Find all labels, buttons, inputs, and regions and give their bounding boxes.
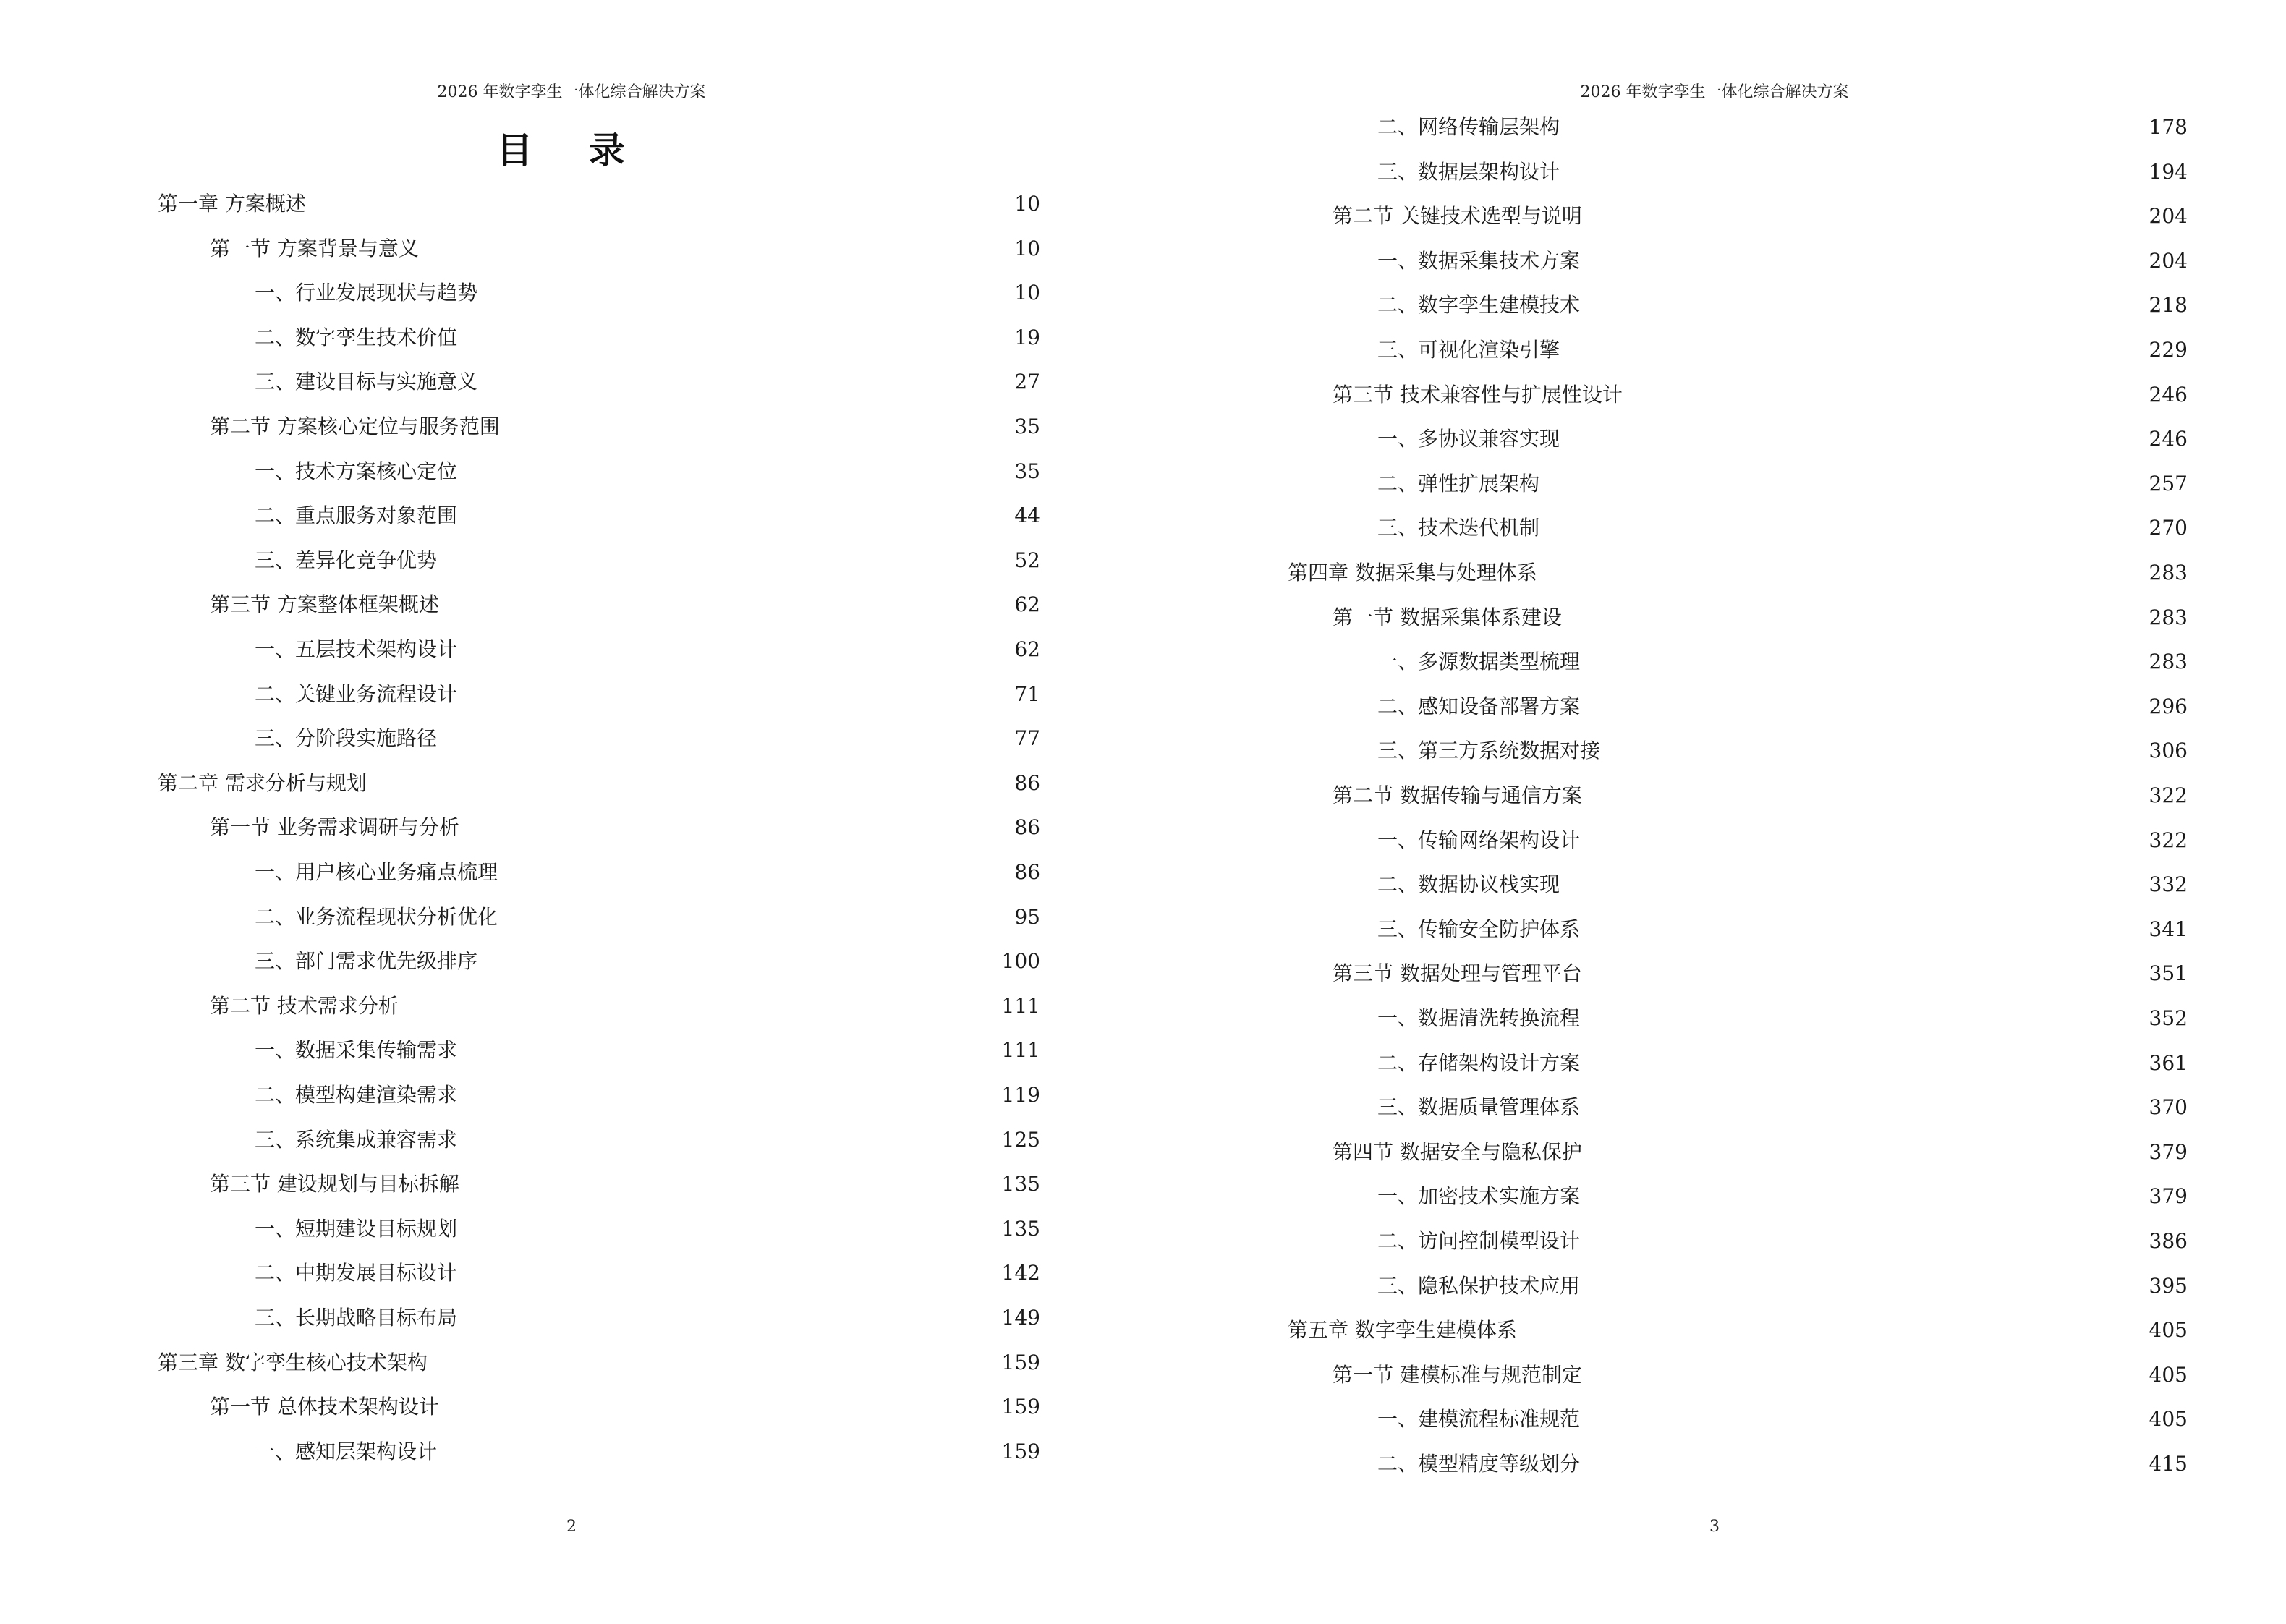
toc-entry-page: 332: [2149, 872, 2188, 897]
toc-entry-page: 257: [2149, 471, 2188, 496]
toc-entry-label: 三、建设目标与实施意义: [255, 370, 478, 394]
toc-entry-page: 194: [2149, 159, 2188, 184]
toc-entry-page: 246: [2149, 382, 2188, 407]
toc-entry-label: 三、差异化竞争优势: [255, 548, 438, 572]
toc-entry[interactable]: [255, 457, 1040, 486]
dot-leader: [1586, 1138, 2141, 1167]
dot-leader: [1605, 736, 2141, 765]
toc-entry-label: 一、技术方案核心定位: [255, 459, 458, 483]
toc-entry-label: 三、传输安全防护体系: [1377, 917, 1581, 941]
dot-leader: [1584, 1227, 2141, 1256]
toc-entry-page: 35: [1014, 459, 1040, 483]
toc-entry-label: 一、行业发展现状与趋势: [255, 281, 478, 305]
toc-entry-page: 270: [2149, 516, 2188, 540]
toc-entry-page: 178: [2149, 115, 2188, 139]
dot-leader: [1584, 647, 2141, 676]
toc-entry-label: 一、多协议兼容实现: [1377, 427, 1560, 451]
toc-entry-label: 二、数字孪生技术价值: [255, 325, 458, 349]
toc-entry-label: 二、中期发展目标设计: [255, 1261, 458, 1285]
dot-leader: [443, 1393, 993, 1421]
toc-entry-label: 第五章 数字孪生建模体系: [1288, 1318, 1517, 1343]
toc-entry-page: 379: [2149, 1184, 2188, 1209]
toc-entry-label: 一、用户核心业务痛点梳理: [255, 860, 498, 884]
toc-entry-label: 第二节 关键技术选型与说明: [1333, 204, 1582, 229]
toc-entry-label: 二、业务流程现状分析优化: [255, 904, 498, 929]
toc-entry-label: 三、系统集成兼容需求: [255, 1127, 458, 1152]
toc-entry-page: 283: [2149, 561, 2188, 584]
toc-entry[interactable]: [210, 992, 1040, 1021]
dot-leader: [462, 1126, 993, 1155]
dot-leader: [482, 279, 1006, 307]
toc-entry-label: 三、数据质量管理体系: [1377, 1095, 1581, 1120]
toc-entry[interactable]: [255, 546, 1040, 575]
toc-entry[interactable]: [1288, 1316, 2188, 1345]
toc-entry-label: 二、存储架构设计方案: [1377, 1050, 1581, 1075]
toc-entry-page: 405: [2149, 1362, 2188, 1387]
dot-leader: [1564, 425, 2141, 454]
dot-leader: [441, 1437, 993, 1466]
toc-entry-page: 142: [1001, 1261, 1040, 1285]
toc-entry-page: 10: [1014, 236, 1040, 260]
toc-entry[interactable]: [1377, 1182, 2188, 1211]
dot-leader: [1521, 1316, 2141, 1345]
dot-leader: [1542, 558, 2141, 587]
toc-entry-page: 159: [1001, 1439, 1040, 1463]
toc-entry-label: 第三节 方案整体框架概述: [210, 592, 439, 617]
dot-leader: [1564, 113, 2141, 142]
toc-entry-page: 10: [1014, 281, 1040, 305]
toc-entry[interactable]: [255, 367, 1040, 396]
toc-entry-page: 386: [2149, 1229, 2188, 1253]
dot-leader: [1584, 692, 2141, 721]
toc-entry-page: 361: [2149, 1050, 2188, 1075]
right-page: [1143, 0, 2286, 1624]
toc-entry-page: 111: [1001, 993, 1040, 1018]
toc-entry-page: 296: [2149, 694, 2188, 718]
toc-entry[interactable]: [210, 590, 1040, 619]
toc-entry-label: 一、数据清洗转换流程: [1377, 1006, 1581, 1030]
toc-entry-page: 52: [1014, 548, 1040, 572]
toc-entry-label: 一、五层技术架构设计: [255, 637, 458, 661]
dot-leader: [462, 501, 1006, 530]
toc-entry[interactable]: [255, 1437, 1040, 1466]
toc-entry-page: 10: [1014, 192, 1040, 216]
toc-entry-page: 283: [2149, 605, 2188, 629]
toc-entry-page: 395: [2149, 1273, 2188, 1298]
dot-leader: [1586, 959, 2141, 988]
dot-leader: [464, 1170, 993, 1199]
toc-entry[interactable]: [210, 1393, 1040, 1421]
dot-leader: [1566, 603, 2141, 632]
dot-leader: [462, 1259, 993, 1288]
dot-leader: [1627, 381, 2141, 409]
toc-entry-page: 218: [2149, 293, 2188, 318]
toc-entry-page: 405: [2149, 1407, 2188, 1432]
toc-title: 目 录: [496, 129, 647, 171]
toc-entry[interactable]: [1377, 113, 2188, 142]
toc-entry-label: 二、访问控制模型设计: [1377, 1229, 1581, 1253]
dot-leader: [462, 635, 1006, 664]
dot-leader: [502, 903, 1006, 932]
toc-entry[interactable]: [255, 724, 1040, 753]
toc-entry-page: 204: [2149, 204, 2188, 229]
dot-leader: [462, 1215, 993, 1243]
toc-entry-label: 第一节 业务需求调研与分析: [210, 815, 459, 840]
toc-entry-label: 第二节 数据传输与通信方案: [1333, 783, 1582, 807]
toc-entry[interactable]: [1377, 1272, 2188, 1301]
toc-entry-page: 35: [1014, 414, 1040, 438]
dot-leader: [1584, 915, 2141, 944]
dot-leader: [441, 724, 1006, 753]
toc-entry-page: 283: [2149, 650, 2188, 674]
dot-leader: [462, 323, 1006, 352]
page-number: 2: [566, 1518, 577, 1536]
toc-entry[interactable]: [1333, 959, 2188, 988]
toc-entry[interactable]: [210, 234, 1040, 263]
toc-entry-page: 95: [1014, 904, 1040, 929]
toc-entry-page: 125: [1001, 1127, 1040, 1152]
dot-leader: [462, 457, 1006, 486]
toc-entry[interactable]: [1377, 247, 2188, 276]
toc-entry-label: 三、数据层架构设计: [1377, 159, 1560, 184]
toc-entry-label: 二、网络传输层架构: [1377, 115, 1560, 139]
toc-entry-label: 第一章 方案概述: [158, 192, 306, 216]
toc-entry-page: 77: [1014, 726, 1040, 751]
toc-entry-label: 第二节 技术需求分析: [210, 993, 399, 1018]
dot-leader: [371, 769, 1006, 798]
dot-leader: [310, 190, 1006, 218]
toc-entry-label: 第一节 建模标准与规范制定: [1333, 1362, 1582, 1387]
toc-entry-label: 一、加密技术实施方案: [1377, 1184, 1581, 1209]
toc-entry-page: 135: [1001, 1172, 1040, 1196]
dot-leader: [482, 947, 993, 976]
toc-entry-label: 二、重点服务对象范围: [255, 503, 458, 528]
dot-leader: [1584, 1093, 2141, 1122]
toc-entry-page: 322: [2149, 783, 2188, 807]
toc-entry-page: 379: [2149, 1139, 2188, 1164]
page-number: 3: [1709, 1518, 1720, 1536]
toc-entry-label: 第一节 方案背景与意义: [210, 236, 419, 260]
dot-leader: [441, 546, 1006, 575]
toc-entry[interactable]: [1377, 1093, 2188, 1122]
toc-entry-label: 二、关键业务流程设计: [255, 681, 458, 706]
toc-entry-page: 341: [2149, 917, 2188, 941]
toc-entry[interactable]: [255, 680, 1040, 709]
toc-entry-label: 第三节 技术兼容性与扩展性设计: [1333, 382, 1623, 407]
toc-entry-label: 三、第三方系统数据对接: [1377, 739, 1601, 763]
toc-entry-label: 第二章 需求分析与规划: [158, 770, 367, 795]
toc-entry[interactable]: [158, 1348, 1040, 1377]
toc-entry[interactable]: [210, 813, 1040, 842]
toc-entry[interactable]: [210, 1170, 1040, 1199]
toc-entry[interactable]: [255, 1259, 1040, 1288]
dot-leader: [502, 858, 1006, 887]
dot-leader: [1584, 247, 2141, 276]
dot-leader: [403, 992, 993, 1021]
dot-leader: [462, 1081, 993, 1110]
toc-entry-page: 71: [1014, 681, 1040, 706]
dot-leader: [1586, 781, 2141, 810]
dot-leader: [1564, 870, 2141, 899]
toc-entry-page: 159: [1001, 1350, 1040, 1374]
toc-entry-page: 149: [1001, 1306, 1040, 1330]
toc-entry-page: 159: [1001, 1395, 1040, 1419]
toc-entry-page: 415: [2149, 1452, 2188, 1476]
toc-entry[interactable]: [1377, 425, 2188, 454]
toc-entry-page: 352: [2149, 1006, 2188, 1030]
dot-leader: [1564, 158, 2141, 187]
toc-entry[interactable]: [1377, 826, 2188, 855]
toc-entry-page: 86: [1014, 860, 1040, 884]
toc-entry[interactable]: [1377, 1049, 2188, 1078]
running-header: 2026 年数字孪生一体化综合解决方案: [1580, 83, 1849, 101]
toc-entry-page: 111: [1001, 1038, 1040, 1063]
toc-entry-label: 一、数据采集传输需求: [255, 1038, 458, 1063]
dot-leader: [1586, 202, 2141, 231]
dot-leader: [1564, 336, 2141, 365]
toc-entry[interactable]: [1377, 514, 2188, 543]
toc-entry-page: 62: [1014, 637, 1040, 661]
toc-entry[interactable]: [1333, 1138, 2188, 1167]
toc-entry[interactable]: [1333, 202, 2188, 231]
toc-entry-label: 二、数字孪生建模技术: [1377, 293, 1581, 318]
toc-entry-label: 二、感知设备部署方案: [1377, 694, 1581, 718]
toc-entry-label: 二、数据协议栈实现: [1377, 872, 1560, 897]
dot-leader: [482, 367, 1006, 396]
toc-entry-label: 三、长期战略目标布局: [255, 1306, 458, 1330]
toc-entry[interactable]: [255, 323, 1040, 352]
dot-leader: [432, 1348, 993, 1377]
dot-leader: [1584, 1405, 2141, 1434]
toc-entry[interactable]: [1377, 291, 2188, 320]
toc-entry-label: 一、数据采集技术方案: [1377, 248, 1581, 273]
toc-entry-page: 100: [1001, 949, 1040, 974]
toc-entry[interactable]: [255, 903, 1040, 932]
dot-leader: [1544, 514, 2141, 543]
toc-entry-label: 三、隐私保护技术应用: [1377, 1273, 1581, 1298]
toc-entry-label: 第三章 数字孪生核心技术架构: [158, 1350, 428, 1374]
toc-entry-label: 一、建模流程标准规范: [1377, 1407, 1581, 1432]
toc-entry[interactable]: [1377, 1405, 2188, 1434]
dot-leader: [1584, 1450, 2141, 1479]
toc-entry[interactable]: [255, 1304, 1040, 1332]
toc-entry[interactable]: [1377, 736, 2188, 765]
toc-entry-page: 405: [2149, 1318, 2188, 1343]
toc-entry-page: 27: [1014, 370, 1040, 394]
toc-entry[interactable]: [1377, 915, 2188, 944]
toc-entry[interactable]: [1377, 1450, 2188, 1479]
toc-entry-label: 一、多源数据类型梳理: [1377, 650, 1581, 674]
toc-entry-page: 86: [1014, 815, 1040, 840]
dot-leader: [462, 680, 1006, 709]
dot-leader: [1584, 1272, 2141, 1301]
dot-leader: [1584, 1004, 2141, 1033]
toc-entry-label: 一、感知层架构设计: [255, 1439, 438, 1463]
toc-entry[interactable]: [255, 1126, 1040, 1155]
toc-entry[interactable]: [1333, 381, 2188, 409]
toc-entry-label: 第一节 数据采集体系建设: [1333, 605, 1562, 629]
dot-leader: [504, 412, 1006, 441]
toc-entry-page: 135: [1001, 1216, 1040, 1241]
toc-entry[interactable]: [1377, 1004, 2188, 1033]
toc-entry-page: 19: [1014, 325, 1040, 349]
toc-entry-page: 351: [2149, 961, 2188, 986]
toc-entry[interactable]: [255, 947, 1040, 976]
toc-entry[interactable]: [1377, 469, 2188, 498]
dot-leader: [1584, 1049, 2141, 1078]
toc-entry-page: 246: [2149, 427, 2188, 451]
toc-entry[interactable]: [210, 412, 1040, 441]
toc-entry[interactable]: [158, 769, 1040, 798]
toc-entry[interactable]: [255, 858, 1040, 887]
toc-entry-label: 三、部门需求优先级排序: [255, 949, 478, 974]
toc-entry[interactable]: [1377, 647, 2188, 676]
toc-entry-page: 62: [1014, 592, 1040, 617]
toc-entry[interactable]: [1377, 1227, 2188, 1256]
toc-entry-page: 204: [2149, 248, 2188, 273]
toc-entry-label: 第二节 方案核心定位与服务范围: [210, 414, 500, 438]
toc-entry-label: 二、模型精度等级划分: [1377, 1452, 1581, 1476]
dot-leader: [443, 590, 1006, 619]
toc-entry[interactable]: [1288, 558, 2188, 587]
toc-entry-page: 44: [1014, 503, 1040, 528]
dot-leader: [1584, 826, 2141, 855]
toc-entry-label: 第四章 数据采集与处理体系: [1288, 561, 1537, 584]
toc-entry[interactable]: [1377, 692, 2188, 721]
toc-entry-label: 三、可视化渲染引擎: [1377, 338, 1560, 362]
dot-leader: [1586, 1361, 2141, 1390]
toc-entry-label: 一、传输网络架构设计: [1377, 828, 1581, 852]
toc-entry-page: 229: [2149, 338, 2188, 362]
toc-entry[interactable]: [1333, 1361, 2188, 1390]
toc-entry-label: 二、弹性扩展架构: [1377, 471, 1540, 496]
toc-entry[interactable]: [1377, 158, 2188, 187]
dot-leader: [462, 1036, 993, 1065]
toc-entry-page: 370: [2149, 1095, 2188, 1120]
toc-entry[interactable]: [1377, 336, 2188, 365]
toc-entry-label: 第四节 数据安全与隐私保护: [1333, 1139, 1582, 1164]
toc-entry-label: 第一节 总体技术架构设计: [210, 1395, 439, 1419]
toc-entry-page: 119: [1001, 1083, 1040, 1107]
toc-entry[interactable]: [255, 1036, 1040, 1065]
toc-entry[interactable]: [1333, 781, 2188, 810]
toc-entry-page: 86: [1014, 770, 1040, 795]
toc-entry-label: 一、短期建设目标规划: [255, 1216, 458, 1241]
toc-entry[interactable]: [1333, 603, 2188, 632]
toc-entry-label: 三、分阶段实施路径: [255, 726, 438, 751]
dot-leader: [462, 1304, 993, 1332]
toc-entry[interactable]: [255, 1081, 1040, 1110]
toc-entry[interactable]: [255, 635, 1040, 664]
toc-entry-page: 322: [2149, 828, 2188, 852]
toc-entry[interactable]: [1377, 870, 2188, 899]
toc-entry[interactable]: [158, 190, 1040, 218]
dot-leader: [1584, 291, 2141, 320]
running-header: 2026 年数字孪生一体化综合解决方案: [437, 83, 706, 101]
toc-entry-label: 三、技术迭代机制: [1377, 516, 1540, 540]
toc-entry[interactable]: [255, 279, 1040, 307]
toc-entry-label: 第三节 建设规划与目标拆解: [210, 1172, 459, 1196]
toc-entry-label: 二、模型构建渲染需求: [255, 1083, 458, 1107]
dot-leader: [423, 234, 1006, 263]
dot-leader: [1544, 469, 2141, 498]
toc-entry-label: 第三节 数据处理与管理平台: [1333, 961, 1582, 986]
toc-entry-page: 306: [2149, 739, 2188, 763]
dot-leader: [464, 813, 1006, 842]
toc-entry[interactable]: [255, 1215, 1040, 1243]
dot-leader: [1584, 1182, 2141, 1211]
toc-entry[interactable]: [255, 501, 1040, 530]
